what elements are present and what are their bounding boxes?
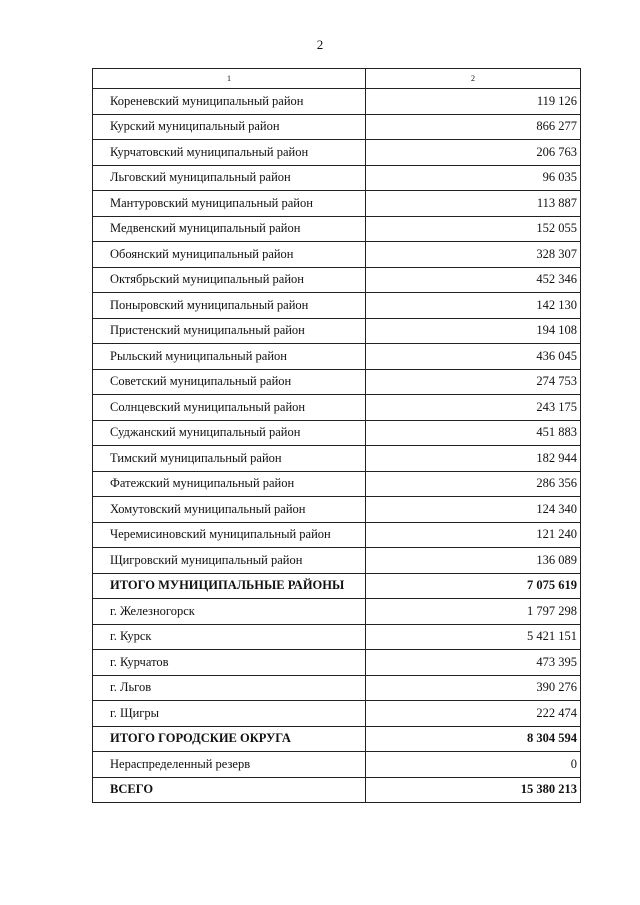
table-row: [93, 624, 581, 650]
row-name-cell: Суджанский муниципальный район: [93, 420, 366, 446]
row-value-cell: 113 887: [366, 191, 581, 217]
row-value-cell: 8 304 594: [366, 726, 581, 752]
row-name-cell: г. Курск: [93, 624, 366, 650]
table-row: [93, 701, 581, 727]
table-row: [93, 344, 581, 370]
row-name-cell: Курчатовский муниципальный район: [93, 140, 366, 166]
table-row: [93, 89, 581, 115]
row-name-cell: г. Льгов: [93, 675, 366, 701]
row-name-cell: г. Железногорск: [93, 599, 366, 625]
row-value-cell: 274 753: [366, 369, 581, 395]
table-row: [93, 216, 581, 242]
table-row: [93, 650, 581, 676]
table-row: [93, 165, 581, 191]
row-value-cell: 136 089: [366, 548, 581, 574]
row-name-cell: Фатежский муниципальный район: [93, 471, 366, 497]
row-name-cell: ИТОГО МУНИЦИПАЛЬНЫЕ РАЙОНЫ: [93, 573, 366, 599]
row-value-cell: 222 474: [366, 701, 581, 727]
table-row: [93, 522, 581, 548]
row-value-cell: 121 240: [366, 522, 581, 548]
row-value-cell: 124 340: [366, 497, 581, 523]
row-name-cell: г. Курчатов: [93, 650, 366, 676]
row-name-cell: Советский муниципальный район: [93, 369, 366, 395]
table-row: [93, 191, 581, 217]
table-row: [93, 446, 581, 472]
header-cell-name: 1: [93, 69, 366, 89]
table-row: [93, 267, 581, 293]
row-name-cell: Щигровский муниципальный район: [93, 548, 366, 574]
row-name-cell: ИТОГО ГОРОДСКИЕ ОКРУГА: [93, 726, 366, 752]
row-name-cell: Медвенский муниципальный район: [93, 216, 366, 242]
row-name-cell: Хомутовский муниципальный район: [93, 497, 366, 523]
table-row: [93, 675, 581, 701]
row-name-cell: Мантуровский муниципальный район: [93, 191, 366, 217]
row-value-cell: 866 277: [366, 114, 581, 140]
table-row: [93, 497, 581, 523]
table-row: [93, 395, 581, 421]
table-row: [93, 318, 581, 344]
table-row: [93, 752, 581, 778]
total-row: [93, 777, 581, 803]
row-name-cell: Кореневский муниципальный район: [93, 89, 366, 115]
table-row: [93, 548, 581, 574]
total-row: [93, 726, 581, 752]
row-name-cell: г. Щигры: [93, 701, 366, 727]
header-cell-value: 2: [366, 69, 581, 89]
budget-table: [92, 68, 581, 803]
row-value-cell: 182 944: [366, 446, 581, 472]
row-value-cell: 473 395: [366, 650, 581, 676]
row-name-cell: Курский муниципальный район: [93, 114, 366, 140]
row-value-cell: 436 045: [366, 344, 581, 370]
row-value-cell: 15 380 213: [366, 777, 581, 803]
row-name-cell: Льговский муниципальный район: [93, 165, 366, 191]
table-row: [93, 471, 581, 497]
row-name-cell: Пристенский муниципальный район: [93, 318, 366, 344]
row-value-cell: 390 276: [366, 675, 581, 701]
table-row: [93, 420, 581, 446]
row-value-cell: 451 883: [366, 420, 581, 446]
row-value-cell: 243 175: [366, 395, 581, 421]
row-name-cell: Рыльский муниципальный район: [93, 344, 366, 370]
row-value-cell: 206 763: [366, 140, 581, 166]
table-row: [93, 114, 581, 140]
row-value-cell: 286 356: [366, 471, 581, 497]
row-value-cell: 452 346: [366, 267, 581, 293]
row-value-cell: 7 075 619: [366, 573, 581, 599]
row-name-cell: Обоянский муниципальный район: [93, 242, 366, 268]
row-value-cell: 0: [366, 752, 581, 778]
row-name-cell: ВСЕГО: [93, 777, 366, 803]
row-name-cell: Нераспределенный резерв: [93, 752, 366, 778]
row-name-cell: Поныровский муниципальный район: [93, 293, 366, 319]
row-name-cell: Черемисиновский муниципальный район: [93, 522, 366, 548]
row-name-cell: Октябрьский муниципальный район: [93, 267, 366, 293]
row-value-cell: 5 421 151: [366, 624, 581, 650]
row-value-cell: 142 130: [366, 293, 581, 319]
row-value-cell: 194 108: [366, 318, 581, 344]
row-name-cell: Солнцевский муниципальный район: [93, 395, 366, 421]
table-row: [93, 369, 581, 395]
page-number: 2: [316, 37, 324, 52]
row-value-cell: 96 035: [366, 165, 581, 191]
row-value-cell: 1 797 298: [366, 599, 581, 625]
row-name-cell: Тимский муниципальный район: [93, 446, 366, 472]
row-value-cell: 328 307: [366, 242, 581, 268]
row-value-cell: 119 126: [366, 89, 581, 115]
table-row: [93, 140, 581, 166]
table-body: [93, 69, 581, 803]
table-row: [93, 242, 581, 268]
total-row: [93, 573, 581, 599]
table-row: [93, 293, 581, 319]
table-row: [93, 599, 581, 625]
table-header-row: [93, 69, 581, 89]
row-value-cell: 152 055: [366, 216, 581, 242]
